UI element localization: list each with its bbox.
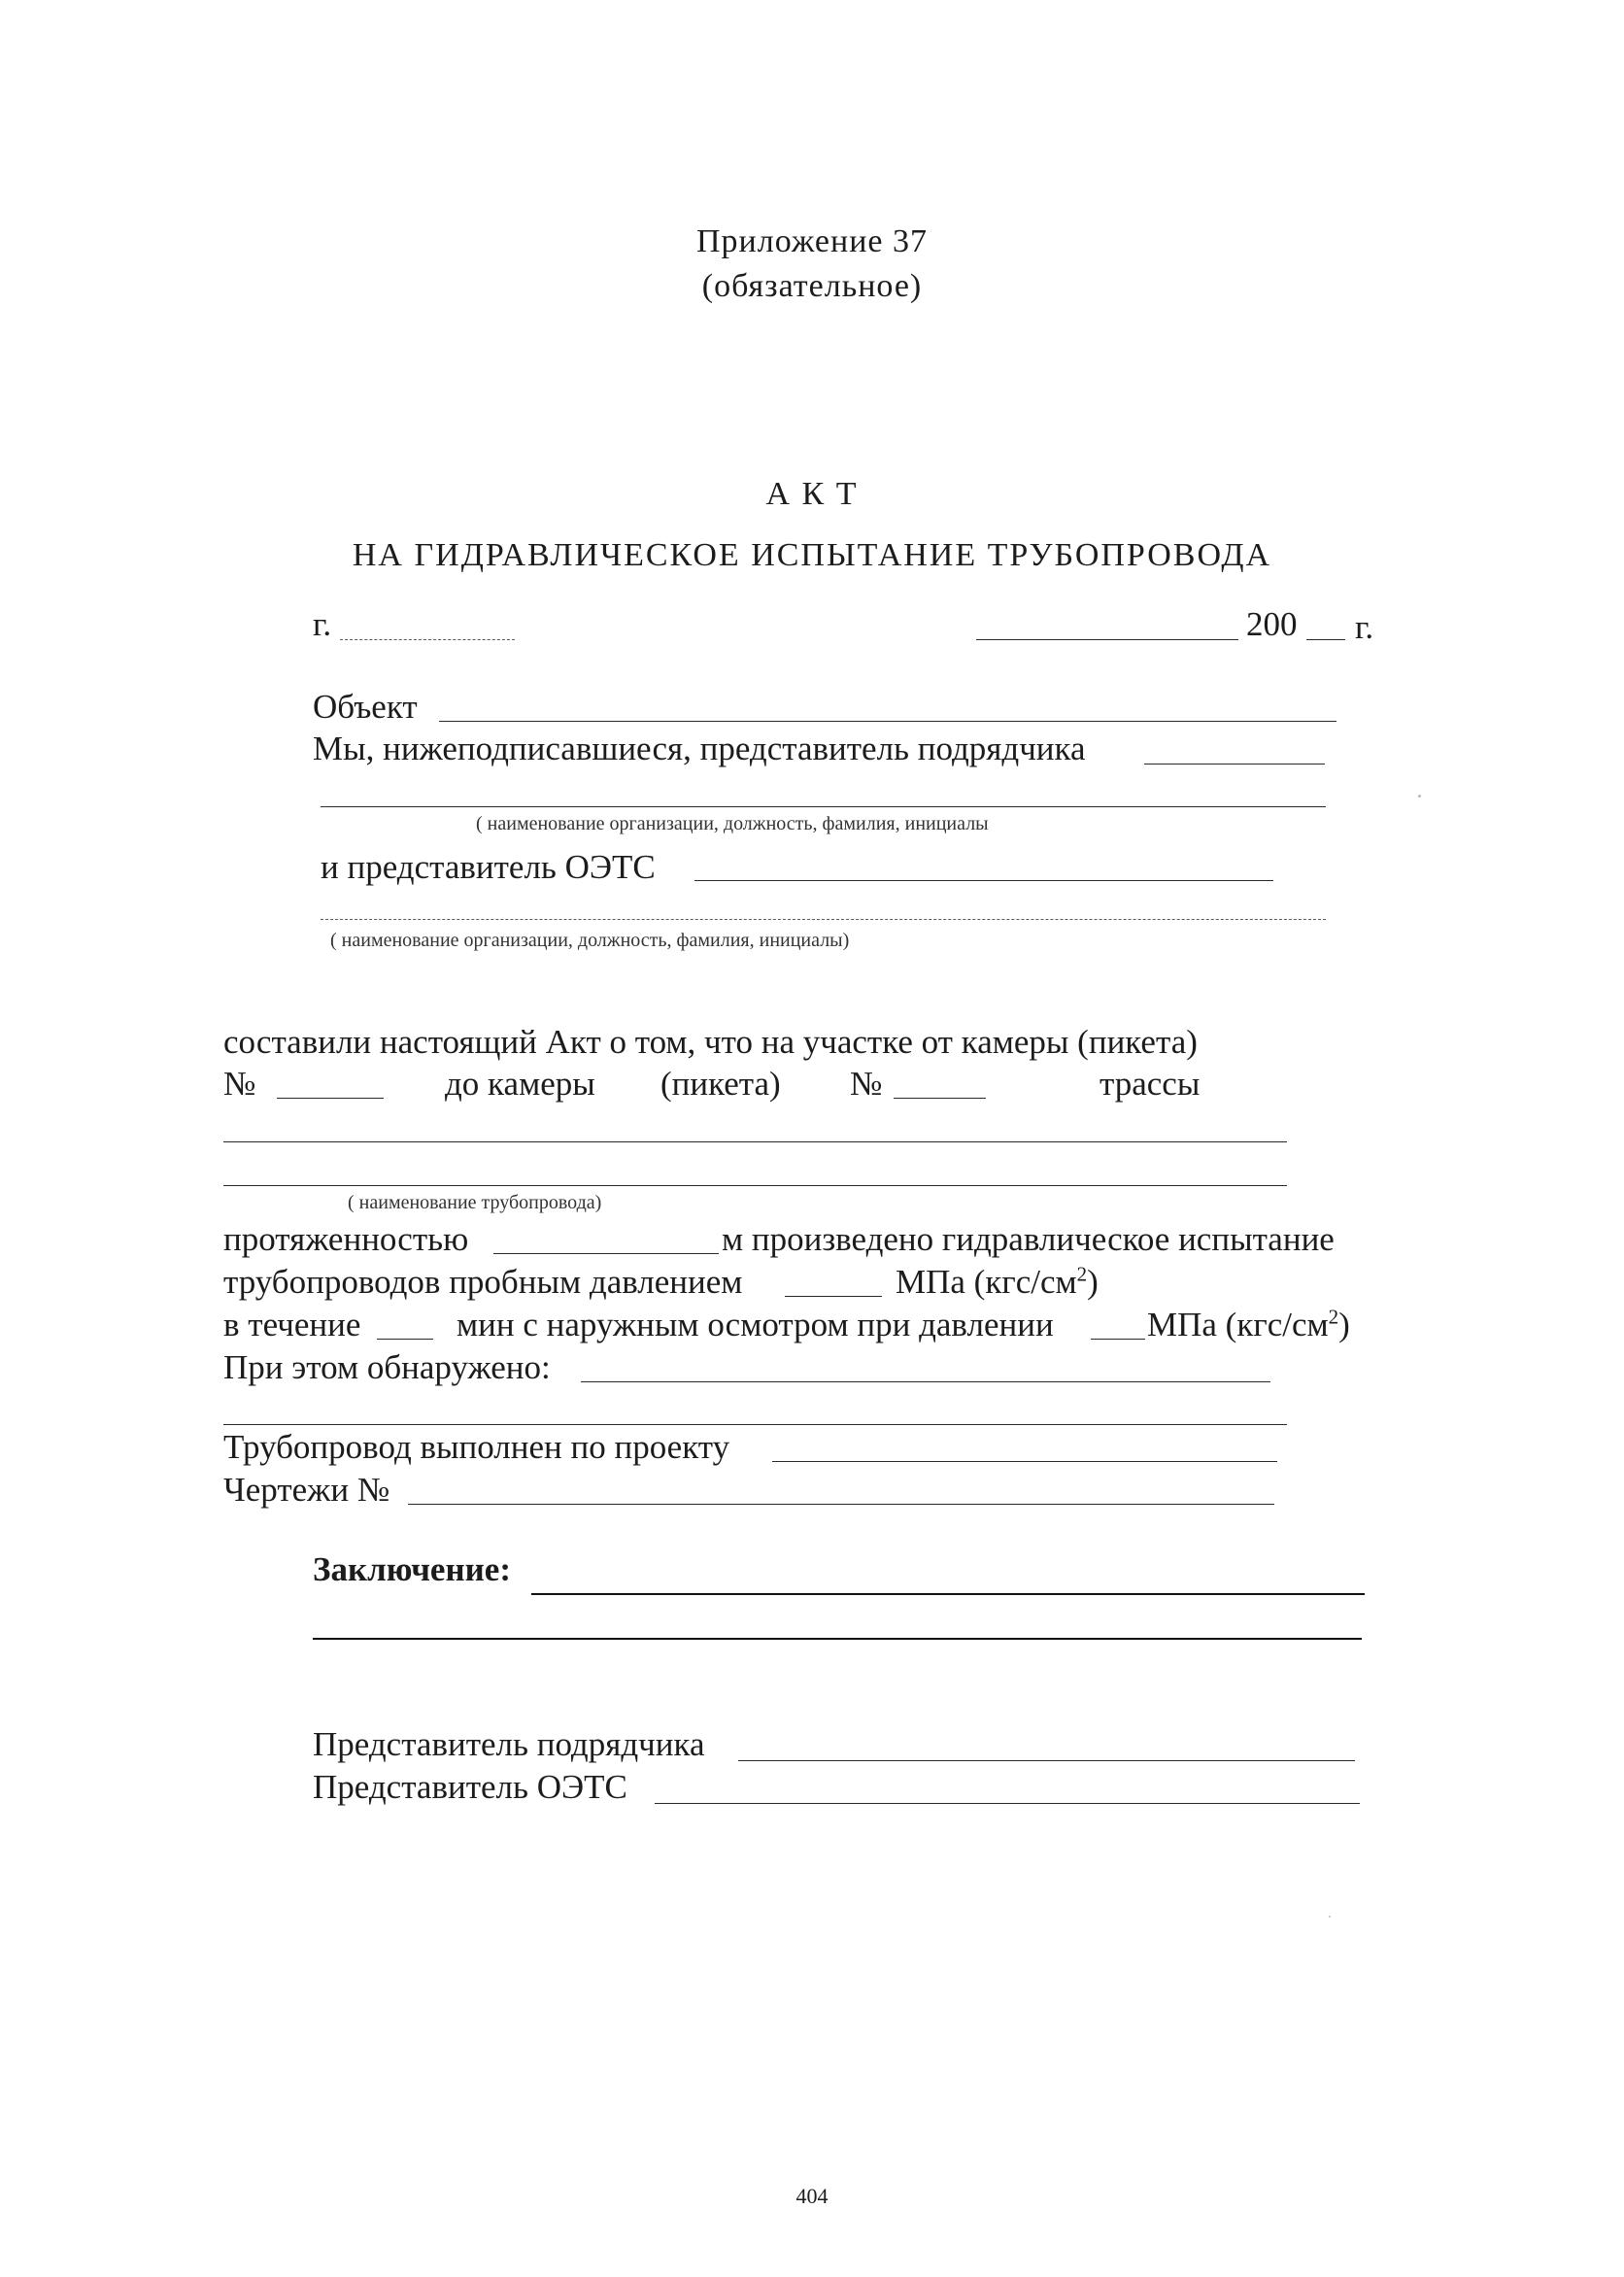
route-line-1: составили настоящий Акт о том, что на участке от камеры (пикета) xyxy=(223,1023,1198,1061)
object-field[interactable] xyxy=(439,721,1336,722)
duration-field[interactable] xyxy=(377,1339,433,1340)
no-sign-1: № xyxy=(223,1065,256,1103)
org-caption-1: ( наименование организации, должность, фамилия, инициалы xyxy=(476,813,989,834)
year-suffix: г. xyxy=(1355,608,1374,646)
contractor-text: Мы, нижеподписавшиеся, представитель подрядчика xyxy=(313,730,1086,767)
pipeline-field-1[interactable] xyxy=(223,1141,1287,1142)
appendix-number: Приложение 37 xyxy=(696,223,928,259)
to-chamber-text: до камеры xyxy=(445,1065,595,1103)
oets-signature-field[interactable] xyxy=(655,1803,1360,1804)
contractor-rep-label: Представитель подрядчика xyxy=(313,1725,705,1763)
mpa-unit-2: МПа $(кгс/см^2)$ xyxy=(1147,1305,1350,1343)
no-sign-2: № xyxy=(850,1065,883,1103)
page-number: 404 xyxy=(795,2184,829,2208)
contractor-field-2[interactable] xyxy=(321,806,1326,807)
inspection-text: мин с наружным осмотром при давлении xyxy=(457,1306,1054,1343)
city-field[interactable] xyxy=(340,639,515,640)
scan-speck xyxy=(1418,795,1421,798)
during-label: в течение xyxy=(223,1306,361,1343)
appendix-status: (обязательное) xyxy=(701,268,923,304)
found-field[interactable] xyxy=(581,1381,1270,1382)
length-tail: м произведено гидравлическое испытание xyxy=(722,1220,1335,1258)
length-label: протяженностью xyxy=(223,1220,469,1258)
org-caption-2: ( наименование организации, должность, фамилия, инициалы) xyxy=(330,930,850,951)
oets-text: и представитель ОЭТС xyxy=(321,848,656,886)
mpa-unit-1: МПа $(кгс/см^2)$ xyxy=(896,1262,1099,1301)
length-field[interactable] xyxy=(493,1253,719,1254)
pressure-label: трубопроводов пробным давлением xyxy=(223,1263,743,1301)
act-title: А К Т xyxy=(765,476,859,512)
city-prefix: г. xyxy=(313,605,332,643)
found-field-2[interactable] xyxy=(223,1424,1287,1425)
conclusion-label: Заключение: xyxy=(313,1550,511,1588)
project-label: Трубопровод выполнен по проекту xyxy=(223,1428,730,1466)
conclusion-field-2[interactable] xyxy=(313,1638,1362,1640)
drawings-field[interactable] xyxy=(408,1504,1274,1505)
picket-text: (пикета) xyxy=(660,1065,781,1103)
pipeline-caption: ( наименование трубопровода) xyxy=(348,1192,602,1213)
drawings-label: Чертежи № xyxy=(223,1471,390,1509)
test-pressure-field[interactable] xyxy=(785,1296,882,1297)
project-field[interactable] xyxy=(772,1461,1277,1462)
scan-speck xyxy=(1329,1916,1331,1918)
act-subject: НА ГИДРАВЛИЧЕСКОЕ ИСПЫТАНИЕ ТРУБОПРОВОДА xyxy=(352,537,1272,573)
chamber-to-field[interactable] xyxy=(894,1098,986,1099)
year-text: 200 xyxy=(1246,605,1298,643)
pipeline-field-2[interactable] xyxy=(223,1185,1287,1186)
oets-rep-label: Представитель ОЭТС xyxy=(313,1768,627,1806)
year-field[interactable] xyxy=(1306,639,1345,640)
date-field[interactable] xyxy=(976,639,1238,640)
route-word: трассы xyxy=(1100,1065,1201,1103)
chamber-from-field[interactable] xyxy=(277,1098,384,1099)
conclusion-field[interactable] xyxy=(531,1593,1365,1595)
contractor-field[interactable] xyxy=(1144,764,1325,765)
found-label: При этом обнаружено: xyxy=(223,1348,551,1386)
contractor-signature-field[interactable] xyxy=(738,1760,1355,1761)
inspection-pressure-field[interactable] xyxy=(1091,1339,1145,1340)
oets-field-2[interactable] xyxy=(321,919,1326,920)
object-label: Объект xyxy=(313,688,418,726)
oets-field[interactable] xyxy=(694,880,1273,881)
